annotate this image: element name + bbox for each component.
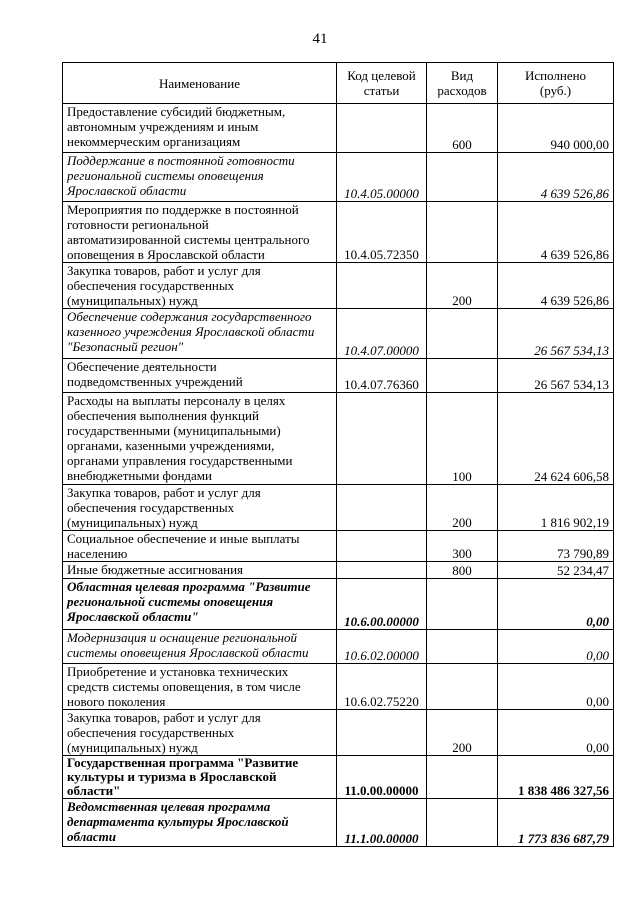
table-row (63, 799, 614, 847)
row-type (427, 202, 498, 263)
row-type (427, 630, 498, 664)
row-type: 200 (427, 485, 498, 531)
table-row (63, 309, 614, 359)
table-row (63, 756, 614, 799)
header-name: Наименование (63, 63, 337, 104)
table-row (63, 202, 614, 263)
row-amount: 26 567 534,13 (498, 309, 614, 359)
table-row (63, 630, 614, 664)
row-name: Областная целевая программа "Развитие региональной системы оповещения Ярославской области" (63, 579, 337, 630)
row-type (427, 359, 498, 393)
table-row (63, 485, 614, 531)
header-type: Вид расходов (427, 63, 498, 104)
row-code: 11.1.00.00000 (337, 799, 427, 847)
page-number: 41 (312, 31, 328, 47)
row-name: Поддержание в постоянной готовности региональной системы оповещения Ярославской области (63, 153, 337, 202)
table-row (63, 579, 614, 630)
table-row (63, 263, 614, 309)
row-amount: 4 639 526,86 (498, 263, 614, 309)
budget-table (62, 62, 614, 847)
row-code (337, 263, 427, 309)
row-amount: 0,00 (498, 630, 614, 664)
row-name: Закупка товаров, работ и услуг для обеспечения государственных (муниципальных) нужд (63, 710, 337, 756)
row-name: Обеспечение деятельности подведомственных учреждений (63, 359, 337, 393)
row-amount: 1 816 902,19 (498, 485, 614, 531)
row-code: 10.6.02.75220 (337, 664, 427, 710)
row-type: 100 (427, 393, 498, 485)
row-name: Приобретение и установка технических средств системы оповещения, в том числе нового поколения (63, 664, 337, 710)
row-name: Расходы на выплаты персоналу в целях обеспечения выполнения функций государственными (муниципальными) органами, казенными учреждениями, органами управления государственными внебюджетными фондами (63, 393, 337, 485)
row-code (337, 485, 427, 531)
row-amount: 0,00 (498, 579, 614, 630)
table-row (63, 104, 614, 153)
row-type: 600 (427, 104, 498, 153)
row-amount: 940 000,00 (498, 104, 614, 153)
row-name: Иные бюджетные ассигнования (63, 562, 337, 579)
table-row (63, 393, 614, 485)
row-type: 300 (427, 531, 498, 562)
row-code (337, 104, 427, 153)
row-name: Социальное обеспечение и иные выплаты населению (63, 531, 337, 562)
row-amount: 4 639 526,86 (498, 202, 614, 263)
row-amount: 1 773 836 687,79 (498, 799, 614, 847)
row-name: Закупка товаров, работ и услуг для обеспечения государственных (муниципальных) нужд (63, 263, 337, 309)
table-row (63, 710, 614, 756)
row-amount: 73 790,89 (498, 531, 614, 562)
table-row (63, 562, 614, 579)
header-code: Код целевой статьи (337, 63, 427, 104)
row-type (427, 756, 498, 799)
row-code: 10.4.05.72350 (337, 202, 427, 263)
row-code (337, 393, 427, 485)
row-name: Модернизация и оснащение региональной системы оповещения Ярославской области (63, 630, 337, 664)
row-amount: 26 567 534,13 (498, 359, 614, 393)
table-row (63, 359, 614, 393)
row-name: Предоставление субсидий бюджетным, автономным учреждениям и иным некоммерческим организациям (63, 104, 337, 153)
row-type (427, 579, 498, 630)
row-name: Ведомственная целевая программа департамента культуры Ярославской области (63, 799, 337, 847)
row-type: 800 (427, 562, 498, 579)
row-amount: 0,00 (498, 710, 614, 756)
row-type (427, 664, 498, 710)
table-header-row (63, 63, 614, 104)
row-code: 10.6.02.00000 (337, 630, 427, 664)
row-code: 10.4.07.00000 (337, 309, 427, 359)
row-code (337, 562, 427, 579)
row-code: 11.0.00.00000 (337, 756, 427, 799)
table-row (63, 153, 614, 202)
header-amount: Исполнено (руб.) (498, 63, 614, 104)
table-row (63, 531, 614, 562)
row-name: Закупка товаров, работ и услуг для обеспечения государственных (муниципальных) нужд (63, 485, 337, 531)
row-name: Мероприятия по поддержке в постоянной готовности региональной автоматизированной системы центрального оповещения в Ярославской области (63, 202, 337, 263)
row-amount: 4 639 526,86 (498, 153, 614, 202)
row-type (427, 799, 498, 847)
row-amount: 24 624 606,58 (498, 393, 614, 485)
row-code (337, 710, 427, 756)
row-type (427, 309, 498, 359)
row-code: 10.6.00.00000 (337, 579, 427, 630)
row-amount: 0,00 (498, 664, 614, 710)
row-amount: 52 234,47 (498, 562, 614, 579)
row-code: 10.4.07.76360 (337, 359, 427, 393)
row-code: 10.4.05.00000 (337, 153, 427, 202)
row-code (337, 531, 427, 562)
row-type: 200 (427, 710, 498, 756)
row-type: 200 (427, 263, 498, 309)
table-row (63, 664, 614, 710)
row-amount: 1 838 486 327,56 (498, 756, 614, 799)
row-name: Обеспечение содержания государственного казенного учреждения Ярославской области "Безопасный регион" (63, 309, 337, 359)
row-name: Государственная программа "Развитие культуры и туризма в Ярославской области" (63, 756, 337, 799)
row-type (427, 153, 498, 202)
